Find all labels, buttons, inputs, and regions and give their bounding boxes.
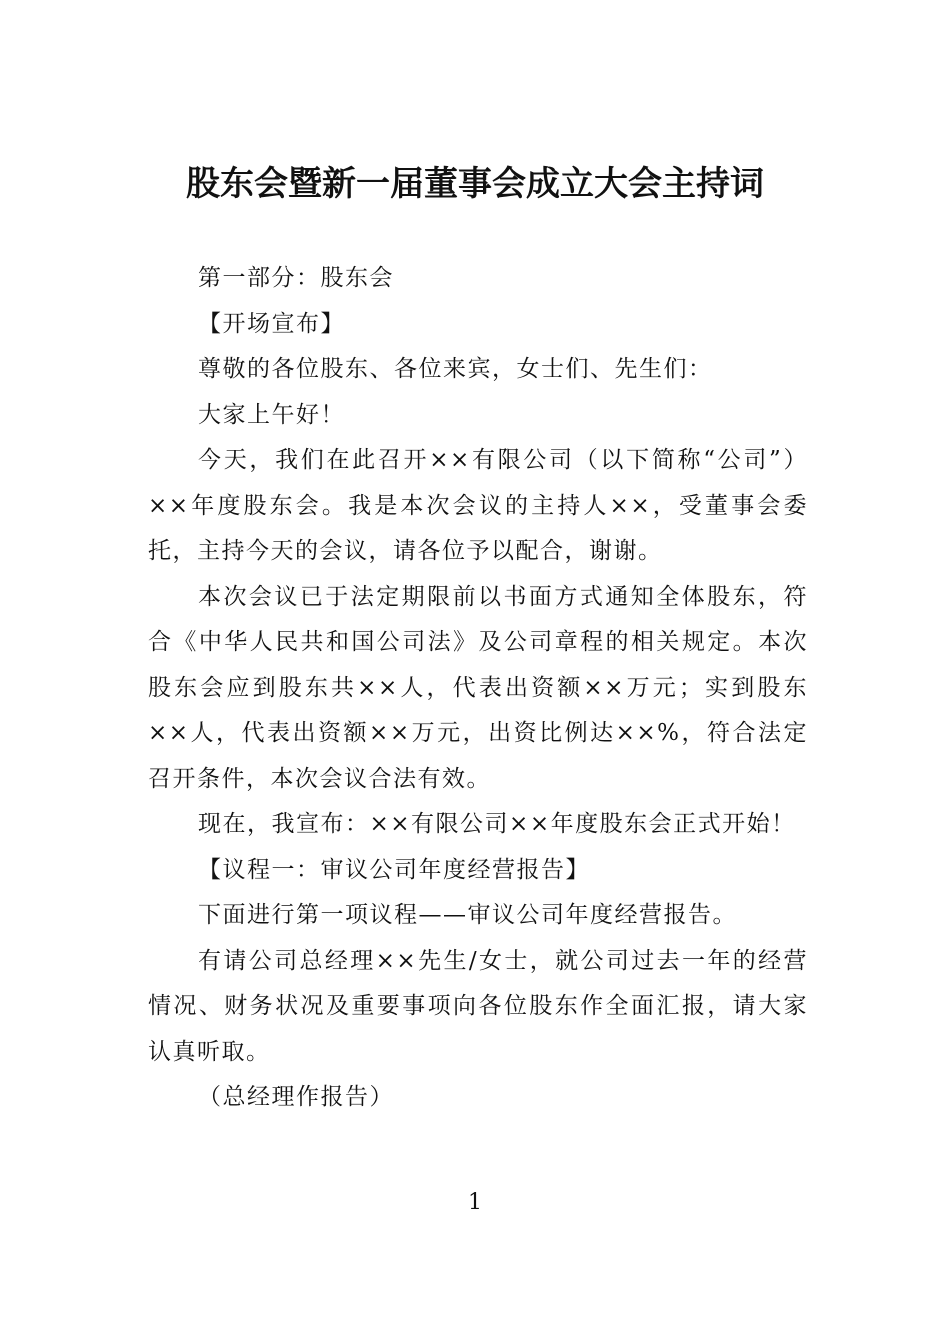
body-paragraph: 今天，我们在此召开××有限公司（以下简称“公司”）××年度股东会。我是本次会议的主持人××，受董事会委托，主持今天的会议，请各位予以配合，谢谢。 bbox=[148, 447, 808, 564]
body-paragraph: 本次会议已于法定期限前以书面方式通知全体股东，符合《中华人民共和国公司法》及公司章程的相关规定。本次股东会应到股东共××人，代表出资额××万元；实到股东××人，代表出资额××万元，出资比例达××%，符合法定召开条件，本次会议合法有效。 bbox=[148, 583, 808, 792]
section-heading: 第一部分：股东会 bbox=[198, 265, 394, 291]
body-paragraph: 有请公司总经理××先生/女士，就公司过去一年的经营情况、财务状况及重要事项向各位股东作全面汇报，请大家认真听取。 bbox=[148, 947, 808, 1065]
document-title: 股东会暨新一届董事会成立大会主持词 bbox=[186, 164, 764, 204]
subsection-heading: 【开场宣布】 bbox=[198, 310, 345, 337]
page-number: 1 bbox=[468, 1190, 482, 1215]
stage-direction: （总经理作报告） bbox=[198, 1084, 394, 1110]
salutation: 尊敬的各位股东、各位来宾，女士们、先生们： bbox=[198, 356, 713, 382]
subsection-heading: 【议程一：审议公司年度经营报告】 bbox=[198, 856, 590, 883]
body-paragraph: 现在，我宣布：××有限公司××年度股东会正式开始！ bbox=[198, 811, 796, 837]
greeting: 大家上午好！ bbox=[198, 401, 345, 428]
document-body bbox=[148, 256, 808, 1121]
body-paragraph: 下面进行第一项议程——审议公司年度经营报告。 bbox=[198, 902, 737, 928]
